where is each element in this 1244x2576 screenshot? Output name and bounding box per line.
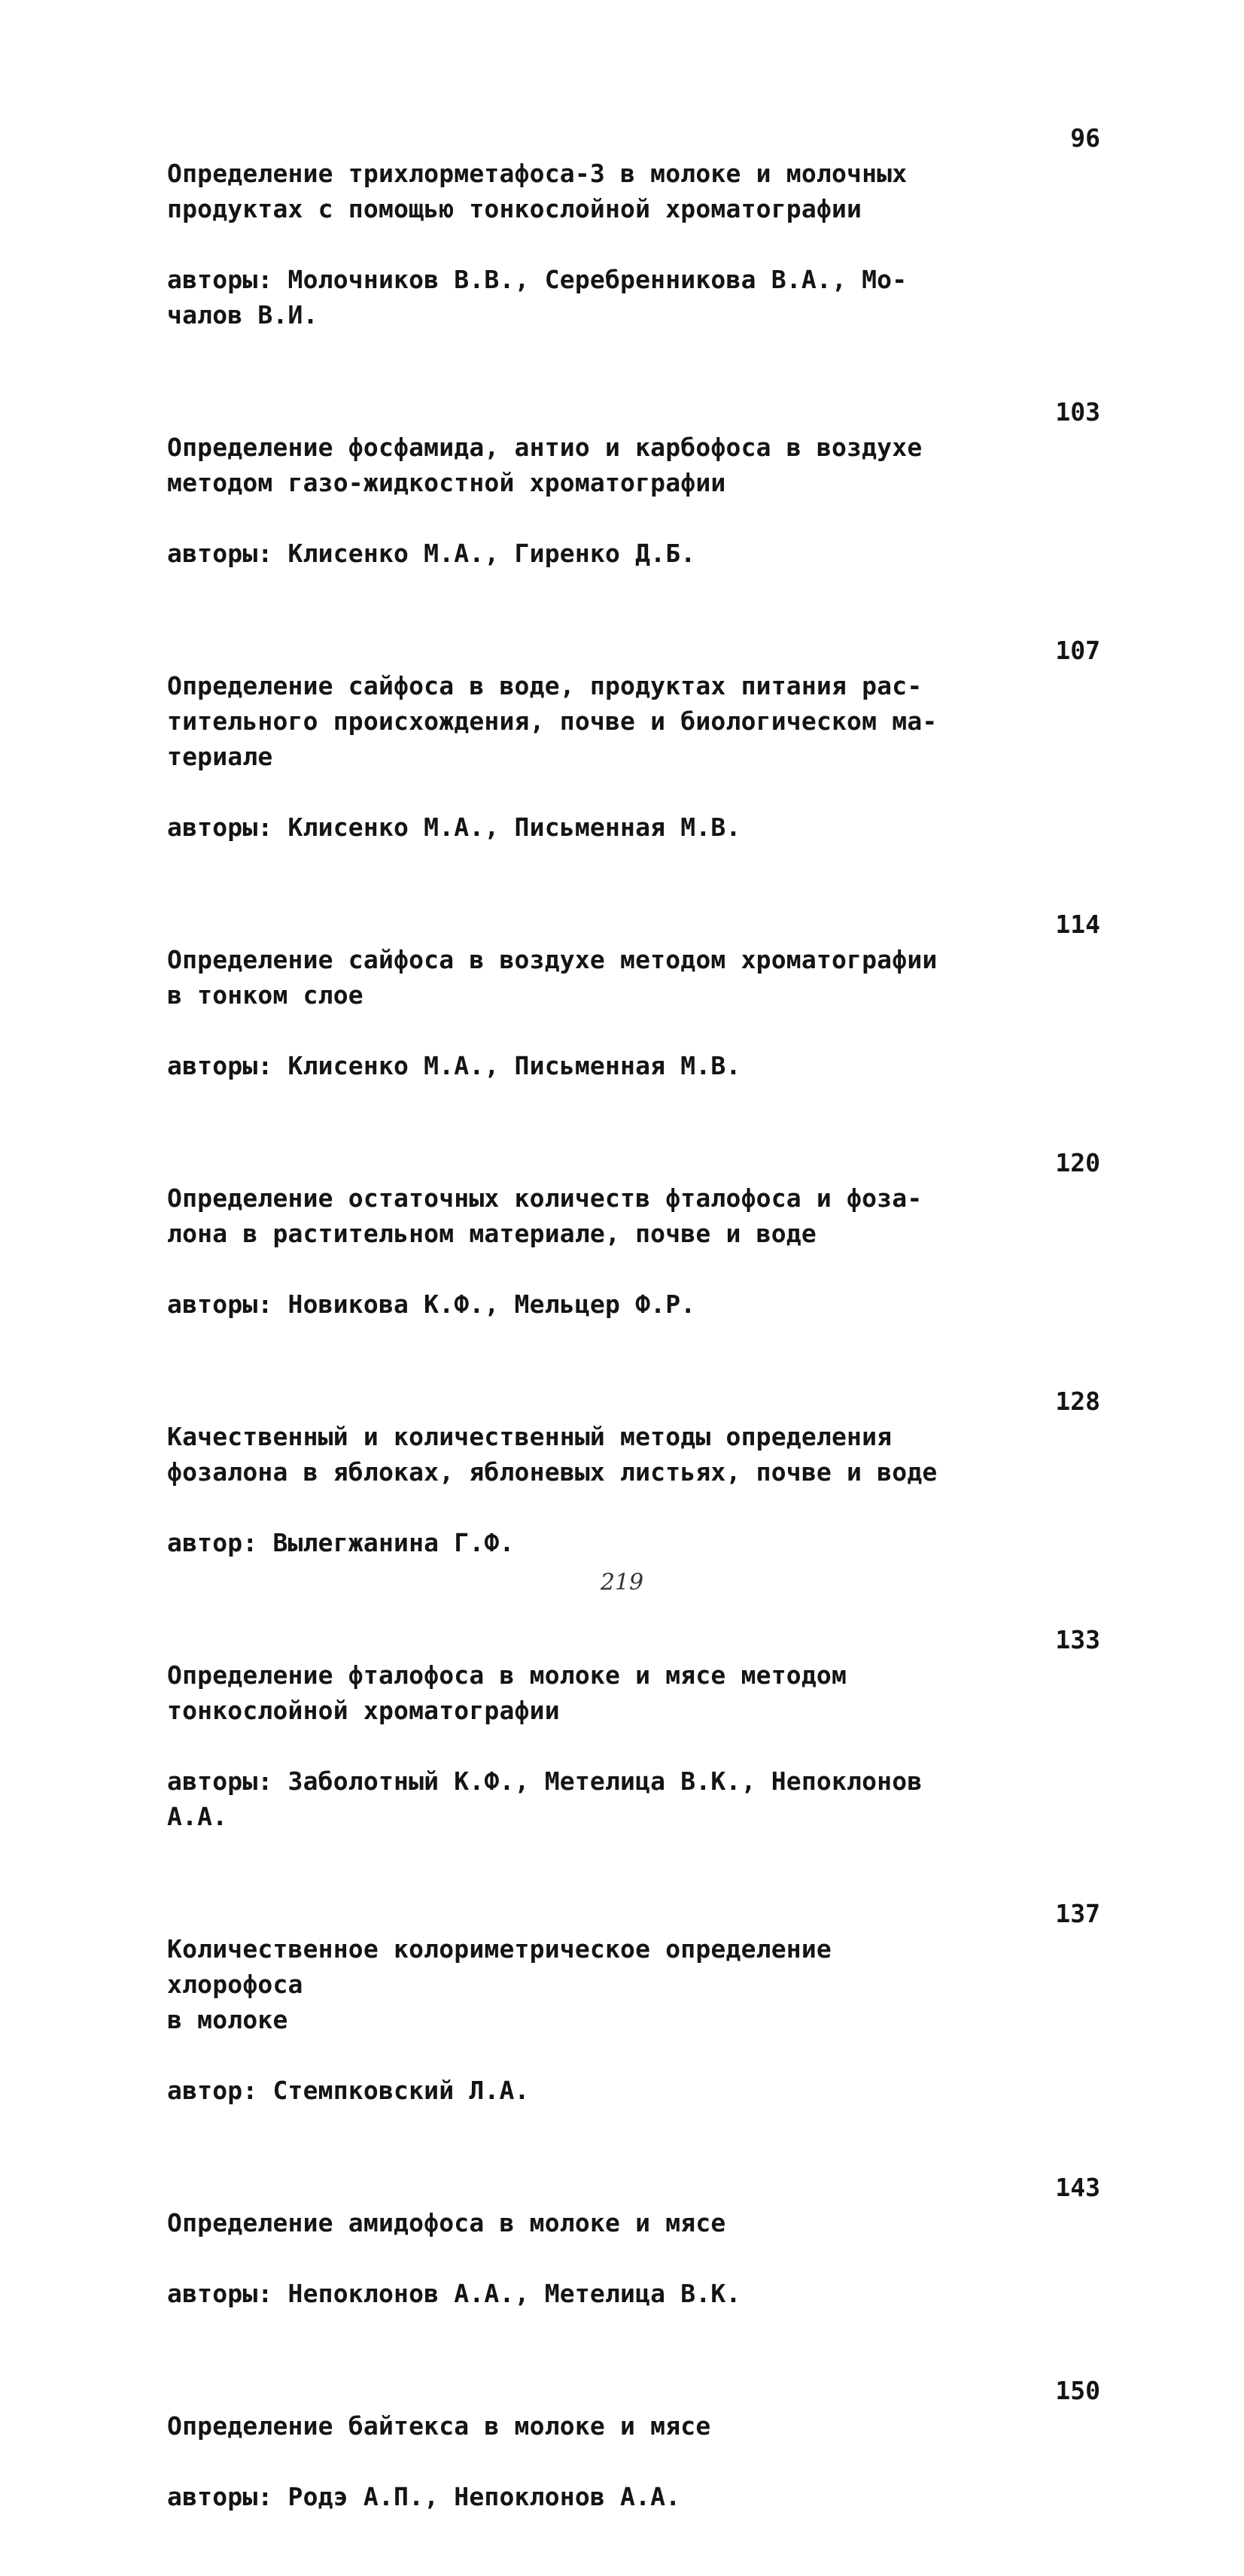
toc-entry-text — [167, 1384, 950, 1596]
toc-entry-title: Определение остаточных количеств фталофоса и фоза- лона в растительном материале, почве и воде — [167, 1183, 923, 1248]
page-footer-number: 219 — [600, 1569, 644, 1596]
toc-entry-authors: авторы: Родэ А.П., Непоклонов А.А. — [167, 2482, 681, 2511]
toc-entry — [167, 394, 1100, 606]
toc-entry — [167, 1896, 1100, 2143]
toc-entry-text — [167, 633, 950, 880]
toc-entry-authors: авторы: Клисенко М.А., Письменная М.В. — [167, 813, 741, 842]
toc-entry-authors: авторы: Новикова К.Ф., Мельцер Ф.Р. — [167, 1290, 696, 1319]
toc-entry-authors: авторы: Клисенко М.А., Гиренко Д.Б. — [167, 539, 696, 568]
toc-entry-text — [167, 1622, 950, 1870]
toc-entry-page-number: 137 — [1055, 1899, 1100, 1928]
toc-entry-text — [167, 2170, 950, 2347]
toc-entry-page-number: 103 — [1055, 397, 1100, 427]
toc-entry-authors: авторы: Непоклонов А.А., Метелица В.К. — [167, 2279, 741, 2308]
toc-entry-title: Определение байтекса в молоке и мясе — [167, 2411, 711, 2441]
toc-entry — [167, 2170, 1100, 2347]
toc-entry-title: Качественный и количественный методы определения фозалона в яблоках, яблоневых листьях, почве и воде — [167, 1422, 938, 1487]
toc-entry-authors: авторы: Молочников В.В., Серебренникова В.А., Мо- чалов В.И. — [167, 265, 908, 330]
toc-entry-title: Определение амидофоса в молоке и мясе — [167, 2208, 726, 2237]
toc-entry-page-number: 143 — [1055, 2173, 1100, 2202]
toc-entry-title: Определение фосфамида, антио и карбофоса в воздухе методом газо-жидкостной хроматографии — [167, 433, 923, 497]
toc-entry-page-number: 96 — [1070, 123, 1100, 153]
toc-entry — [167, 120, 1100, 368]
toc-entry — [167, 2373, 1100, 2550]
toc-entry-page-number: 128 — [1055, 1387, 1100, 1416]
toc-entry-authors: авторы: Клисенко М.А., Письменная М.В. — [167, 1051, 741, 1080]
toc-entry-text — [167, 907, 950, 1119]
toc-entry-page-number: 150 — [1055, 2376, 1100, 2405]
toc-entry — [167, 633, 1100, 880]
toc-entry-authors: авторы: Заболотный К.Ф., Метелица В.К., Непоклонов А.А. — [167, 1766, 923, 1831]
table-of-contents — [167, 120, 1100, 2576]
toc-entry-text — [167, 1145, 950, 1357]
toc-entry-page-number: 133 — [1055, 1625, 1100, 1654]
toc-entry-text — [167, 120, 950, 368]
toc-entry — [167, 1384, 1100, 1596]
toc-entry-page-number: 107 — [1055, 636, 1100, 665]
toc-entry-page-number: 120 — [1055, 1148, 1100, 1177]
toc-entry-text — [167, 394, 950, 606]
toc-entry-authors: автор: Вылегжанина Г.Ф. — [167, 1528, 515, 1557]
toc-entry-title: Количественное колориметрическое определение хлорофоса в молоке — [167, 1934, 832, 2034]
toc-entry-title: Определение сайфоса в воде, продуктах питания рас- тительного происхождения, почве и биологическом ма- териале — [167, 671, 938, 771]
toc-entry — [167, 1145, 1100, 1357]
toc-entry-text — [167, 2373, 950, 2550]
toc-entry-page-number: 114 — [1055, 910, 1100, 939]
toc-entry-title: Определение сайфоса в воздухе методом хроматографии в тонком слое — [167, 945, 938, 1010]
toc-entry — [167, 907, 1100, 1119]
toc-entry-title: Определение фталофоса в молоке и мясе методом тонкослойной хроматографии — [167, 1660, 847, 1725]
toc-entry-authors: автор: Стемпковский Л.А. — [167, 2076, 530, 2105]
toc-entry — [167, 1622, 1100, 1870]
toc-entry-text — [167, 1896, 950, 2143]
toc-entry-title: Определение трихлорметафоса-3 в молоке и молочных продуктах с помощью тонкослойной хроматографии — [167, 159, 908, 223]
